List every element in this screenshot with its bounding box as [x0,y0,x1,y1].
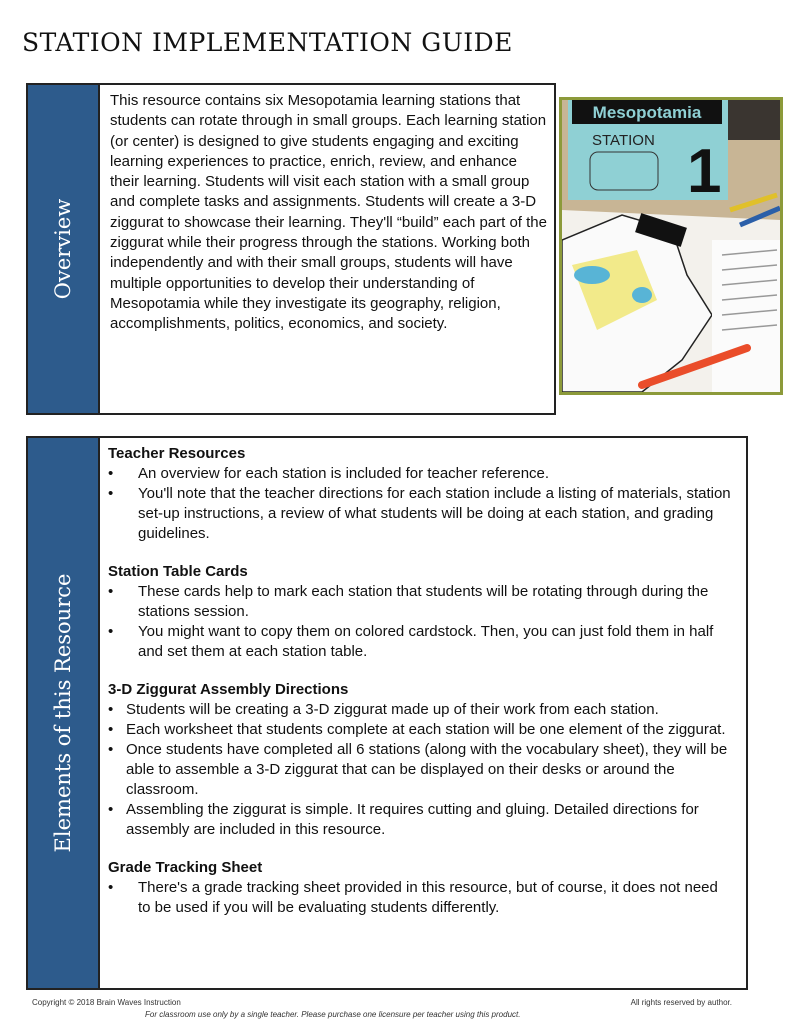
footer-license: For classroom use only by a single teacher. Please purchase one licensure per teacher using this product. [145,1010,521,1019]
section-heading: 3-D Ziggurat Assembly Directions [108,681,349,698]
overview-text: This resource contains six Mesopotamia learning stations that students can rotate through in small groups. Each learning station (or center) is designed to give students engaging and exciting learning experiences to practice, enrich, review, and enhance their learning. Students will visit each station with a small group and complete tasks and assignments. Students will create a 3-D ziggurat to showcase their learning. They'll “build” each part of the ziggurat while their progress through the stations. Working both independently and with their small groups, students will have multiple opportunities to develop their understanding of Mesopotamia while they investigate its geography, religion, accomplishments, politics, economics, and society. [110,92,547,333]
sign-station: STATION [592,132,655,149]
list-item: • These cards help to mark each station that students will be rotating through during the stations session. [108,582,734,622]
page-title: STATION IMPLEMENTATION GUIDE [22,28,513,57]
sign-number: 1 [687,137,722,206]
section-heading: Station Table Cards [108,563,248,580]
section-ziggurat-directions [108,680,734,840]
list-item: • Once students have completed all 6 stations (along with the vocabulary sheet), they will be able to assemble a 3-D ziggurat that can be displayed on their desks or around the classroom. [108,740,734,800]
section-heading: Teacher Resources [108,445,246,462]
elements-box [26,436,748,990]
elements-label: Elements of this Resource [51,573,75,853]
sign-title: Mesopotamia [592,103,702,122]
section-grade-tracking [108,858,734,918]
list-item: • An overview for each station is included for teacher reference. [108,464,734,484]
station-photo [559,97,783,395]
section-station-table-cards [108,562,734,662]
list-item: • There's a grade tracking sheet provided in this resource, but of course, it does not need to be used if you will be evaluating students differently. [108,878,734,918]
overview-side-label [28,85,100,413]
section-heading: Grade Tracking Sheet [108,859,263,876]
section-teacher-resources [108,444,734,544]
footer-rights: All rights reserved by author. [630,998,732,1007]
list-item: • You might want to copy them on colored cardstock. Then, you can just fold them in half and set them at each station table. [108,622,734,662]
list-item: • Students will be creating a 3-D ziggurat made up of their work from each station. [108,700,734,720]
list-item: • You'll note that the teacher directions for each station include a listing of materials, station set-up instructions, a review of what students will be doing at each station, and grading guidelines. [108,484,734,544]
list-item: • Each worksheet that students complete at each station will be one element of the ziggurat. [108,720,734,740]
elements-side-label [28,438,100,988]
overview-box [26,83,556,415]
overview-label: Overview [51,198,75,300]
list-item: • Assembling the ziggurat is simple. It requires cutting and gluing. Detailed directions for assembly are included in this resource. [108,800,734,840]
elements-content [108,444,734,936]
footer-copyright: Copyright © 2018 Brain Waves Instruction [32,998,181,1007]
